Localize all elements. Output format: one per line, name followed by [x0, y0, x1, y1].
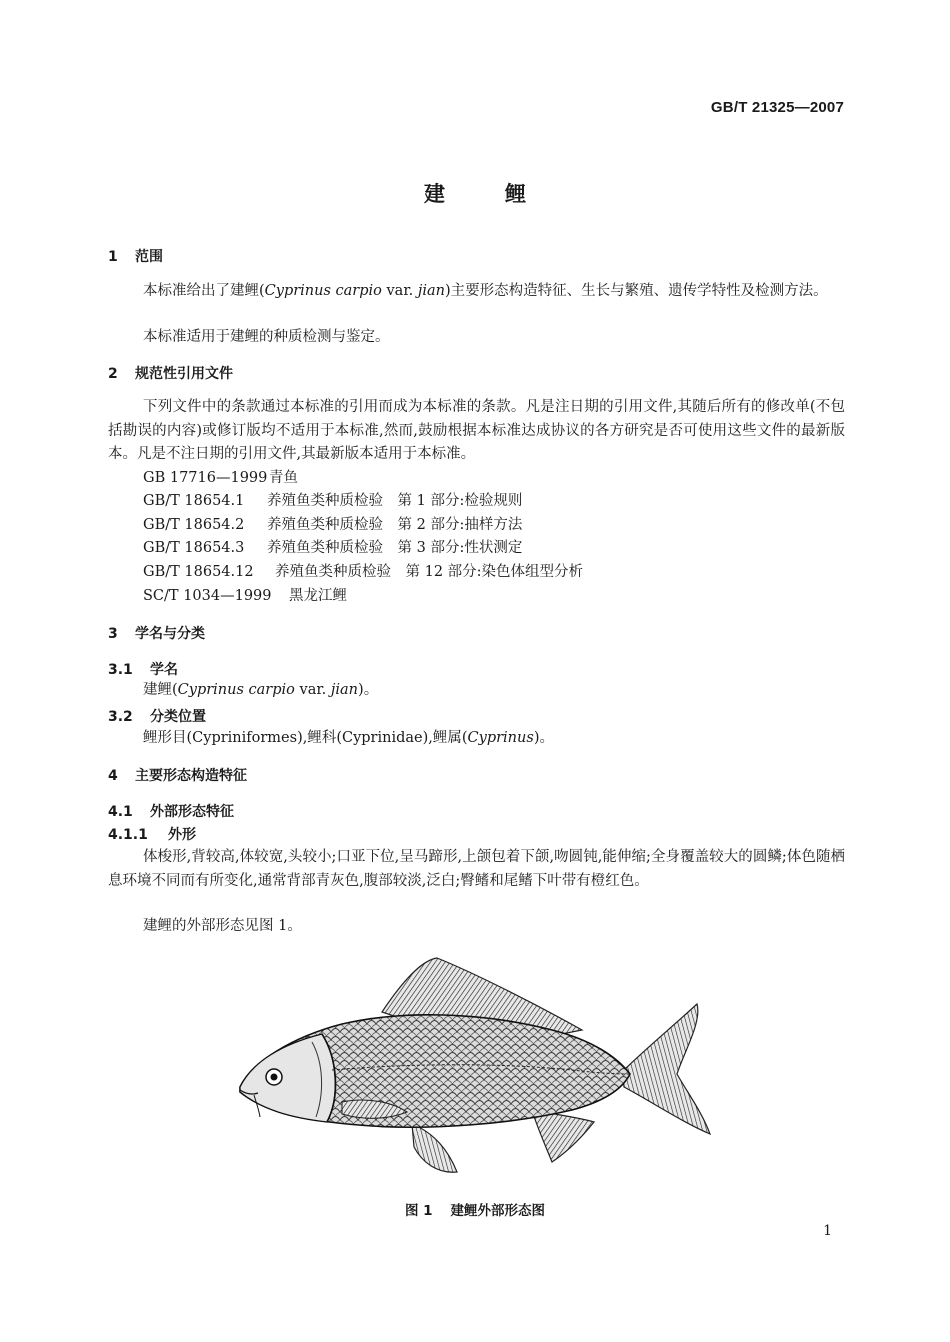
section-1-heading — [108, 246, 163, 266]
figure-caption: 图 1 建鲤外部形态图 — [404, 1203, 546, 1219]
section-number: 2 — [108, 366, 118, 382]
section-number: 4 — [108, 768, 118, 784]
subsection-number: 4.1 — [108, 804, 133, 820]
subsection-3-2-heading — [108, 706, 206, 726]
subsection-3-2-text: 鲤形目(Cypriniformes),鲤科(Cyprinidae),鲤属(Cyprinus)。 — [143, 730, 554, 746]
section-title: 主要形态构造特征 — [135, 768, 247, 784]
section-number: 3 — [108, 626, 118, 642]
subsection-title: 学名 — [150, 662, 178, 678]
subsection-4-1-heading — [108, 801, 234, 821]
section-4-paragraph-2: 建鲤的外部形态见图 1。 — [143, 918, 302, 934]
reference-item: GB/T 18654.1 养殖鱼类种质检验 第 1 部分:检验规则 — [143, 493, 523, 509]
carp-illustration — [232, 952, 722, 1184]
title-char-2: 鲤 — [505, 182, 526, 206]
reference-item: SC/T 1034—1999 黑龙江鲤 — [143, 588, 347, 604]
section-1-paragraph-2: 本标准适用于建鲤的种质检测与鉴定。 — [143, 329, 390, 345]
subsection-3-1-text: 建鲤(Cyprinus carpio var. jian)。 — [143, 682, 379, 698]
section-2-heading — [108, 363, 233, 383]
title-char-1: 建 — [424, 182, 445, 206]
reference-item: GB/T 18654.2 养殖鱼类种质检验 第 2 部分:抽样方法 — [143, 517, 523, 533]
reference-item: GB/T 18654.3 养殖鱼类种质检验 第 3 部分:性状测定 — [143, 540, 523, 556]
subsection-title: 分类位置 — [150, 709, 206, 725]
section-number: 1 — [108, 249, 118, 265]
section-4-heading — [108, 765, 247, 785]
section-4-paragraph-1: 体梭形,背较高,体较宽,头较小;口亚下位,呈马蹄形,上颌包着下颌,吻圆钝,能伸缩;全身覆盖较大的圆鳞;体色随栖息环境不同而有所变化,通常背部青灰色,腹部较淡,泛白;臀鳍和尾鳍下叶带有橙红色。 — [108, 849, 845, 889]
section-title: 规范性引用文件 — [135, 366, 233, 382]
section-2-paragraph-1: 下列文件中的条款通过本标准的引用而成为本标准的条款。凡是注日期的引用文件,其随后所有的修改单(不包括勘误的内容)或修订版均不适用于本标准,然而,鼓励根据本标准达成协议的各方研究是否可使用这些文件的最新版本。凡是不注日期的引用文件,其最新版本适用于本标准。 — [108, 399, 845, 462]
subsection-3-1-heading — [108, 659, 178, 679]
reference-item: GB 17716—1999 青鱼 — [143, 470, 298, 486]
page-number: 1 — [823, 1223, 832, 1239]
subsection-number: 4.1.1 — [108, 827, 148, 843]
subsection-number: 3.2 — [108, 709, 133, 725]
section-1-paragraph-1: 本标准给出了建鲤(Cyprinus carpio var. jian)主要形态构造特征、生长与繁殖、遗传学特性及检测方法。 — [143, 283, 828, 299]
subsection-title: 外部形态特征 — [150, 804, 234, 820]
section-title: 学名与分类 — [135, 626, 205, 642]
subsection-number: 3.1 — [108, 662, 133, 678]
section-3-heading — [108, 623, 205, 643]
subsection-4-1-1-heading — [108, 824, 196, 844]
section-title: 范围 — [135, 249, 163, 265]
subsection-title: 外形 — [168, 827, 196, 843]
standard-code: GB/T 21325—2007 — [710, 99, 844, 116]
document-title — [0, 178, 950, 208]
reference-item: GB/T 18654.12 养殖鱼类种质检验 第 12 部分:染色体组型分析 — [143, 564, 584, 580]
